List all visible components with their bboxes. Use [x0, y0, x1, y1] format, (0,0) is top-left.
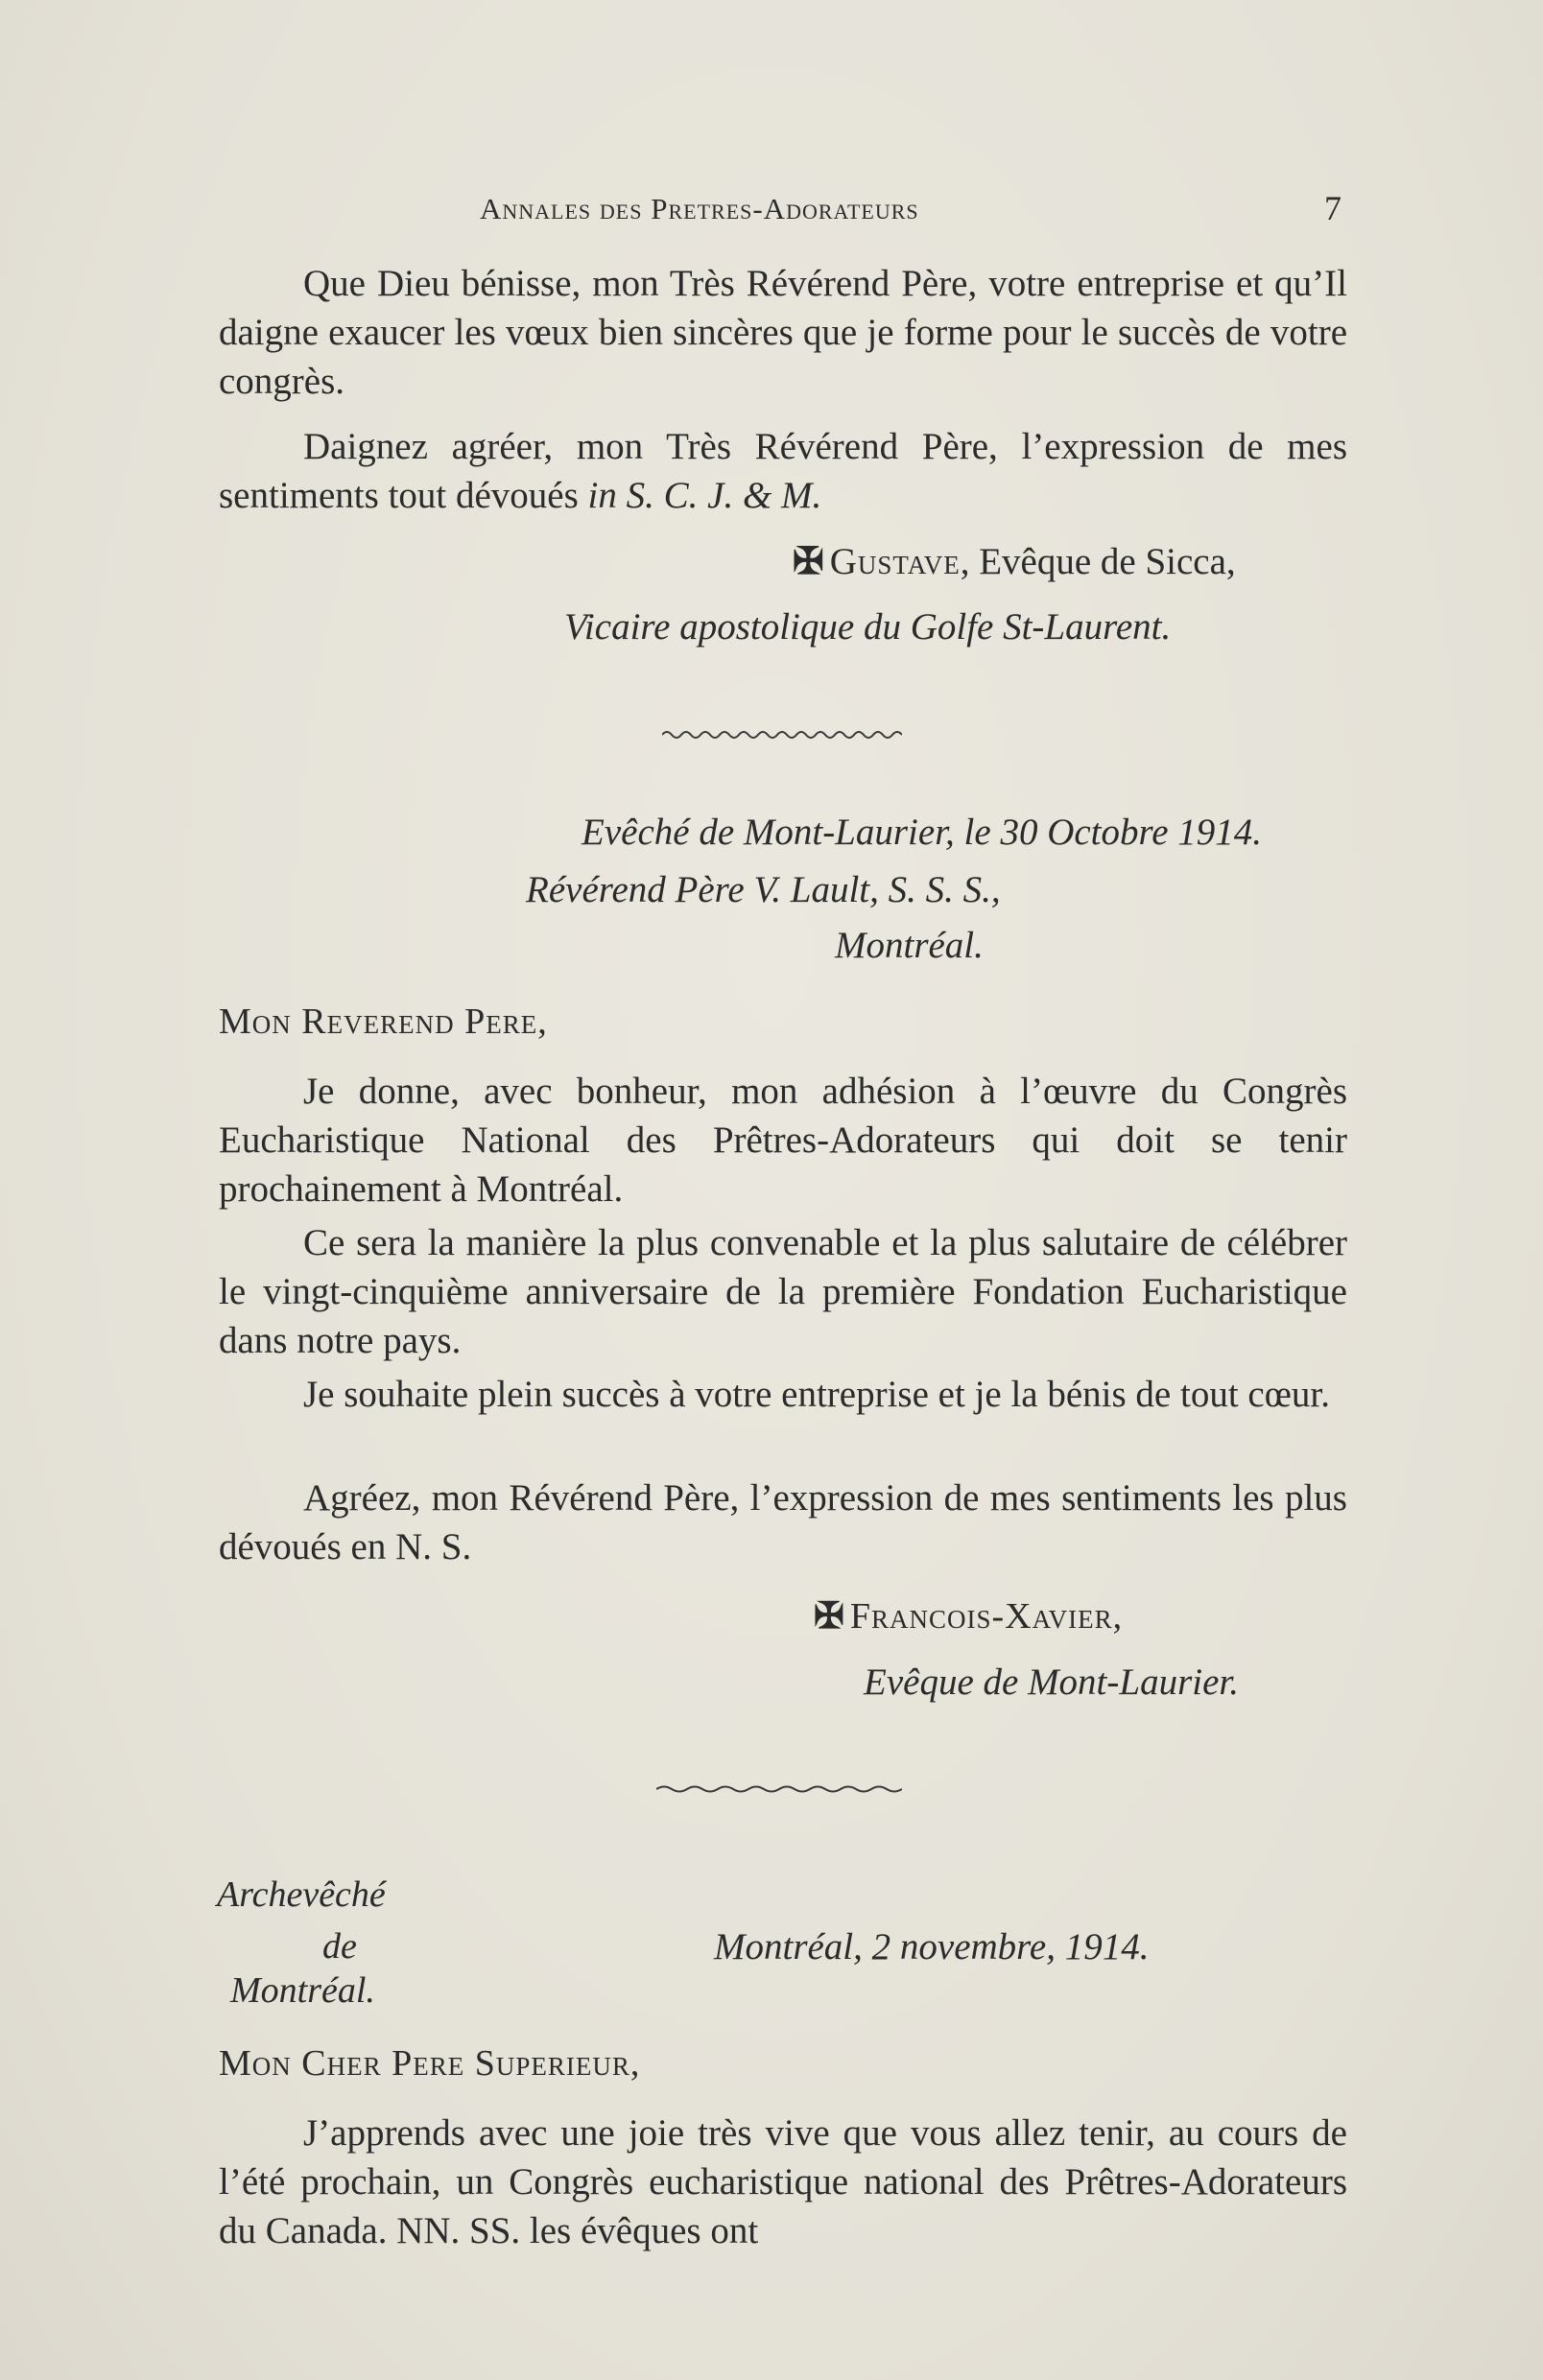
cross-icon: ✠	[814, 1596, 844, 1637]
letter1-paragraph-2-text: Daignez agréer, mon Très Révérend Père, l’expression de mes sentiments tout dévoués	[219, 426, 1347, 516]
letter3-paragraph-1: J’apprends avec une joie très vive que vous allez tenir, au cours de l’été prochain, un Congrès eucharistique national des Prêtres-Adorateurs du Canada. NN. SS. les évêques ont	[219, 2112, 1347, 2251]
letter3-salutation: Mon Cher Pere Superieur,	[219, 2043, 641, 2084]
letter1-signature-name: Gustave	[829, 541, 961, 582]
letter2-paragraph-2: Ce sera la manière la plus convenable et la plus salutaire de célébrer le vingt-cinquième anniversaire de la première Fondation Eucharistique dans notre pays.	[219, 1222, 1347, 1361]
letter2-signature-name: Francois-Xavier,	[849, 1596, 1124, 1637]
letter3-dateline: Montréal, 2 novembre, 1914.	[714, 1926, 1150, 1968]
letter2-signature	[814, 1592, 1123, 1641]
letter3-letterhead-line-2: de	[322, 1926, 357, 1967]
letter2-signature-role: Evêque de Mont-Laurier.	[864, 1661, 1239, 1703]
letter1-signature-role: Vicaire apostolique du Golfe St-Laurent.	[564, 606, 1172, 648]
letter3-letterhead-line-1: Archevêché	[217, 1874, 386, 1915]
cross-icon: ✠	[793, 541, 824, 582]
letter1-paragraph-2	[219, 422, 1347, 520]
letter1-signature-title: , Evêque de Sicca,	[960, 541, 1236, 582]
letter2-dateline: Evêché de Mont-Laurier, le 30 Octobre 1914.	[582, 812, 1263, 853]
page-number: 7	[1324, 189, 1341, 227]
letter2-paragraph-1: Je donne, avec bonheur, mon adhésion à l’œuvre du Congrès Eucharistique National des Prêtres-Adorateurs qui doit se tenir prochainement à Montréal.	[219, 1071, 1347, 1210]
letter2-paragraph-3: Je souhaite plein succès à votre entreprise et je la bénis de tout cœur.	[303, 1374, 1330, 1415]
wavy-divider	[662, 727, 902, 742]
wavy-divider	[656, 1782, 902, 1796]
letter2-paragraph-4: Agréez, mon Révérend Père, l’expression de mes sentiments les plus dévoués en N. S.	[219, 1477, 1347, 1567]
letter1-signature	[793, 537, 1236, 586]
letter2-salutation: Mon Reverend Pere,	[219, 1001, 548, 1042]
letter1-paragraph-1: Que Dieu bénisse, mon Très Révérend Père, votre entreprise et qu’Il daigne exaucer les vœux bien sincères que je forme pour le succès de votre congrès.	[219, 263, 1347, 402]
running-header-title: Annales des Pretres-Adorateurs	[480, 192, 919, 225]
letter1-paragraph-2-italic: in S. C. J. & M.	[587, 475, 822, 516]
letter3-letterhead-line-3: Montréal.	[230, 1970, 375, 2011]
letter2-recipient: Révérend Père V. Lault, S. S. S.,	[526, 869, 1001, 910]
letter2-city: Montréal.	[835, 925, 984, 966]
